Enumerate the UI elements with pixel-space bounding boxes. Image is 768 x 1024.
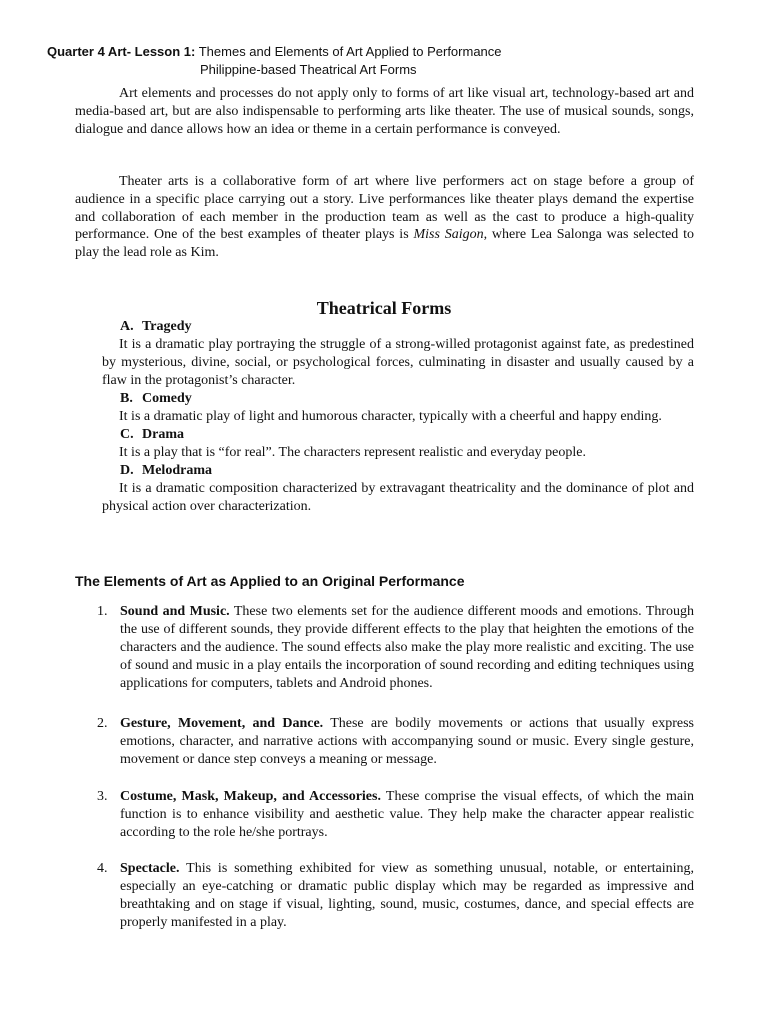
form-name: Tragedy xyxy=(142,319,192,334)
form-name: Melodrama xyxy=(142,463,212,478)
form-letter: D. xyxy=(120,463,134,478)
element-number: 3. xyxy=(97,789,108,804)
form-name: Drama xyxy=(142,427,184,442)
lesson-subtitle: Philippine-based Theatrical Art Forms xyxy=(200,62,417,77)
form-name: Comedy xyxy=(142,391,192,406)
form-letter: C. xyxy=(120,427,134,442)
form-letter: A. xyxy=(120,319,134,334)
form-definition: It is a dramatic play portraying the struggle of a strong-willed protagonist against fate, as predestined by mysterious, divine, social, or psychological forces, culminating in disaster and usually caused by a flaw in the protagonist’s character. xyxy=(102,337,694,388)
form-definition: It is a play that is “for real”. The characters represent realistic and everyday people. xyxy=(119,445,586,460)
intro-paragraph-1-text: Art elements and processes do not apply only to forms of art like visual art, technology-based art and media-based art, but are also indispensable to performing arts like theater. The use of musical sounds, songs, dialogue and dance allows how an idea or theme in a certain performance is conveyed. xyxy=(75,86,694,137)
intro-paragraph-2 xyxy=(75,173,694,262)
elements-heading: The Elements of Art as Applied to an Original Performance xyxy=(75,573,465,589)
lesson-label: Quarter 4 Art- Lesson 1: xyxy=(47,44,196,59)
element-spectacle xyxy=(120,860,694,932)
lesson-header xyxy=(47,43,502,61)
form-comedy xyxy=(102,390,694,426)
form-drama xyxy=(102,426,694,462)
form-letter: B. xyxy=(120,391,133,406)
element-sound-music xyxy=(120,603,694,693)
element-name: Gesture, Movement, and Dance. xyxy=(120,716,324,731)
element-name: Spectacle. xyxy=(120,861,180,876)
form-label xyxy=(102,318,694,336)
element-name: Costume, Mask, Makeup, and Accessories. xyxy=(120,789,381,804)
element-costume-mask-makeup xyxy=(120,788,694,842)
form-definition: It is a dramatic play of light and humorous character, typically with a cheerful and happy ending. xyxy=(119,409,662,424)
form-label xyxy=(102,462,694,480)
theatrical-forms-list xyxy=(102,318,694,516)
element-gesture-movement-dance xyxy=(120,715,694,769)
form-label xyxy=(102,426,694,444)
element-number: 2. xyxy=(97,716,108,731)
miss-saigon-title: Miss Saigon xyxy=(413,227,484,243)
intro-paragraph-2-text: Theater arts is a collaborative form of art where live performers act on stage before a group of audience in a specific place carrying out a story. Live performances like theater plays demand the expertise and collaboration of each member in the production team as well as the cast to produce a high-quality performance. One of the best examples of theater plays is xyxy=(75,174,694,243)
element-description: These two elements set for the audience different moods and emotions. Through the use of different sounds, they provide different effects to the play that heighten the emotions of the characters and the audience. The sound effects also make the play more realistic and exciting. The use of sound and music in a play entails the incorporation of sound recording and editing techniques using applications for computers, tablets and Android phones. xyxy=(120,604,694,691)
element-description: These are bodily movements or actions that usually express emotions, character, and narrative actions with accompanying sound or music. Every single gesture, movement or dance step conveys a meaning or message. xyxy=(120,716,694,767)
element-number: 1. xyxy=(97,604,108,619)
form-label xyxy=(102,390,694,408)
element-description: These comprise the visual effects, of which the main function is to enhance visibility and aesthetic value. They help make the character appear realistic according to the role he/she portrays. xyxy=(120,789,694,840)
lesson-title: Themes and Elements of Art Applied to Performance xyxy=(198,44,502,59)
theatrical-forms-heading: Theatrical Forms xyxy=(316,298,452,318)
element-name: Sound and Music. xyxy=(120,604,230,619)
form-definition: It is a dramatic composition characterized by extravagant theatricality and the dominance of plot and physical action over characterization. xyxy=(102,481,694,514)
form-tragedy xyxy=(102,318,694,390)
intro-paragraph-1 xyxy=(75,85,694,138)
element-number: 4. xyxy=(97,861,108,876)
element-description: This is something exhibited for view as something unusual, notable, or entertaining, especially an eye-catching or dramatic public display which may be regarded as impressive and breathtaking and on stage if visual, lighting, sound, music, costumes, dance, and special effects are properly manifested in a play. xyxy=(120,861,694,930)
form-melodrama xyxy=(102,462,694,516)
intro-paragraph-2-end: , where Lea Salonga was selected to play the lead role as Kim. xyxy=(75,227,695,261)
